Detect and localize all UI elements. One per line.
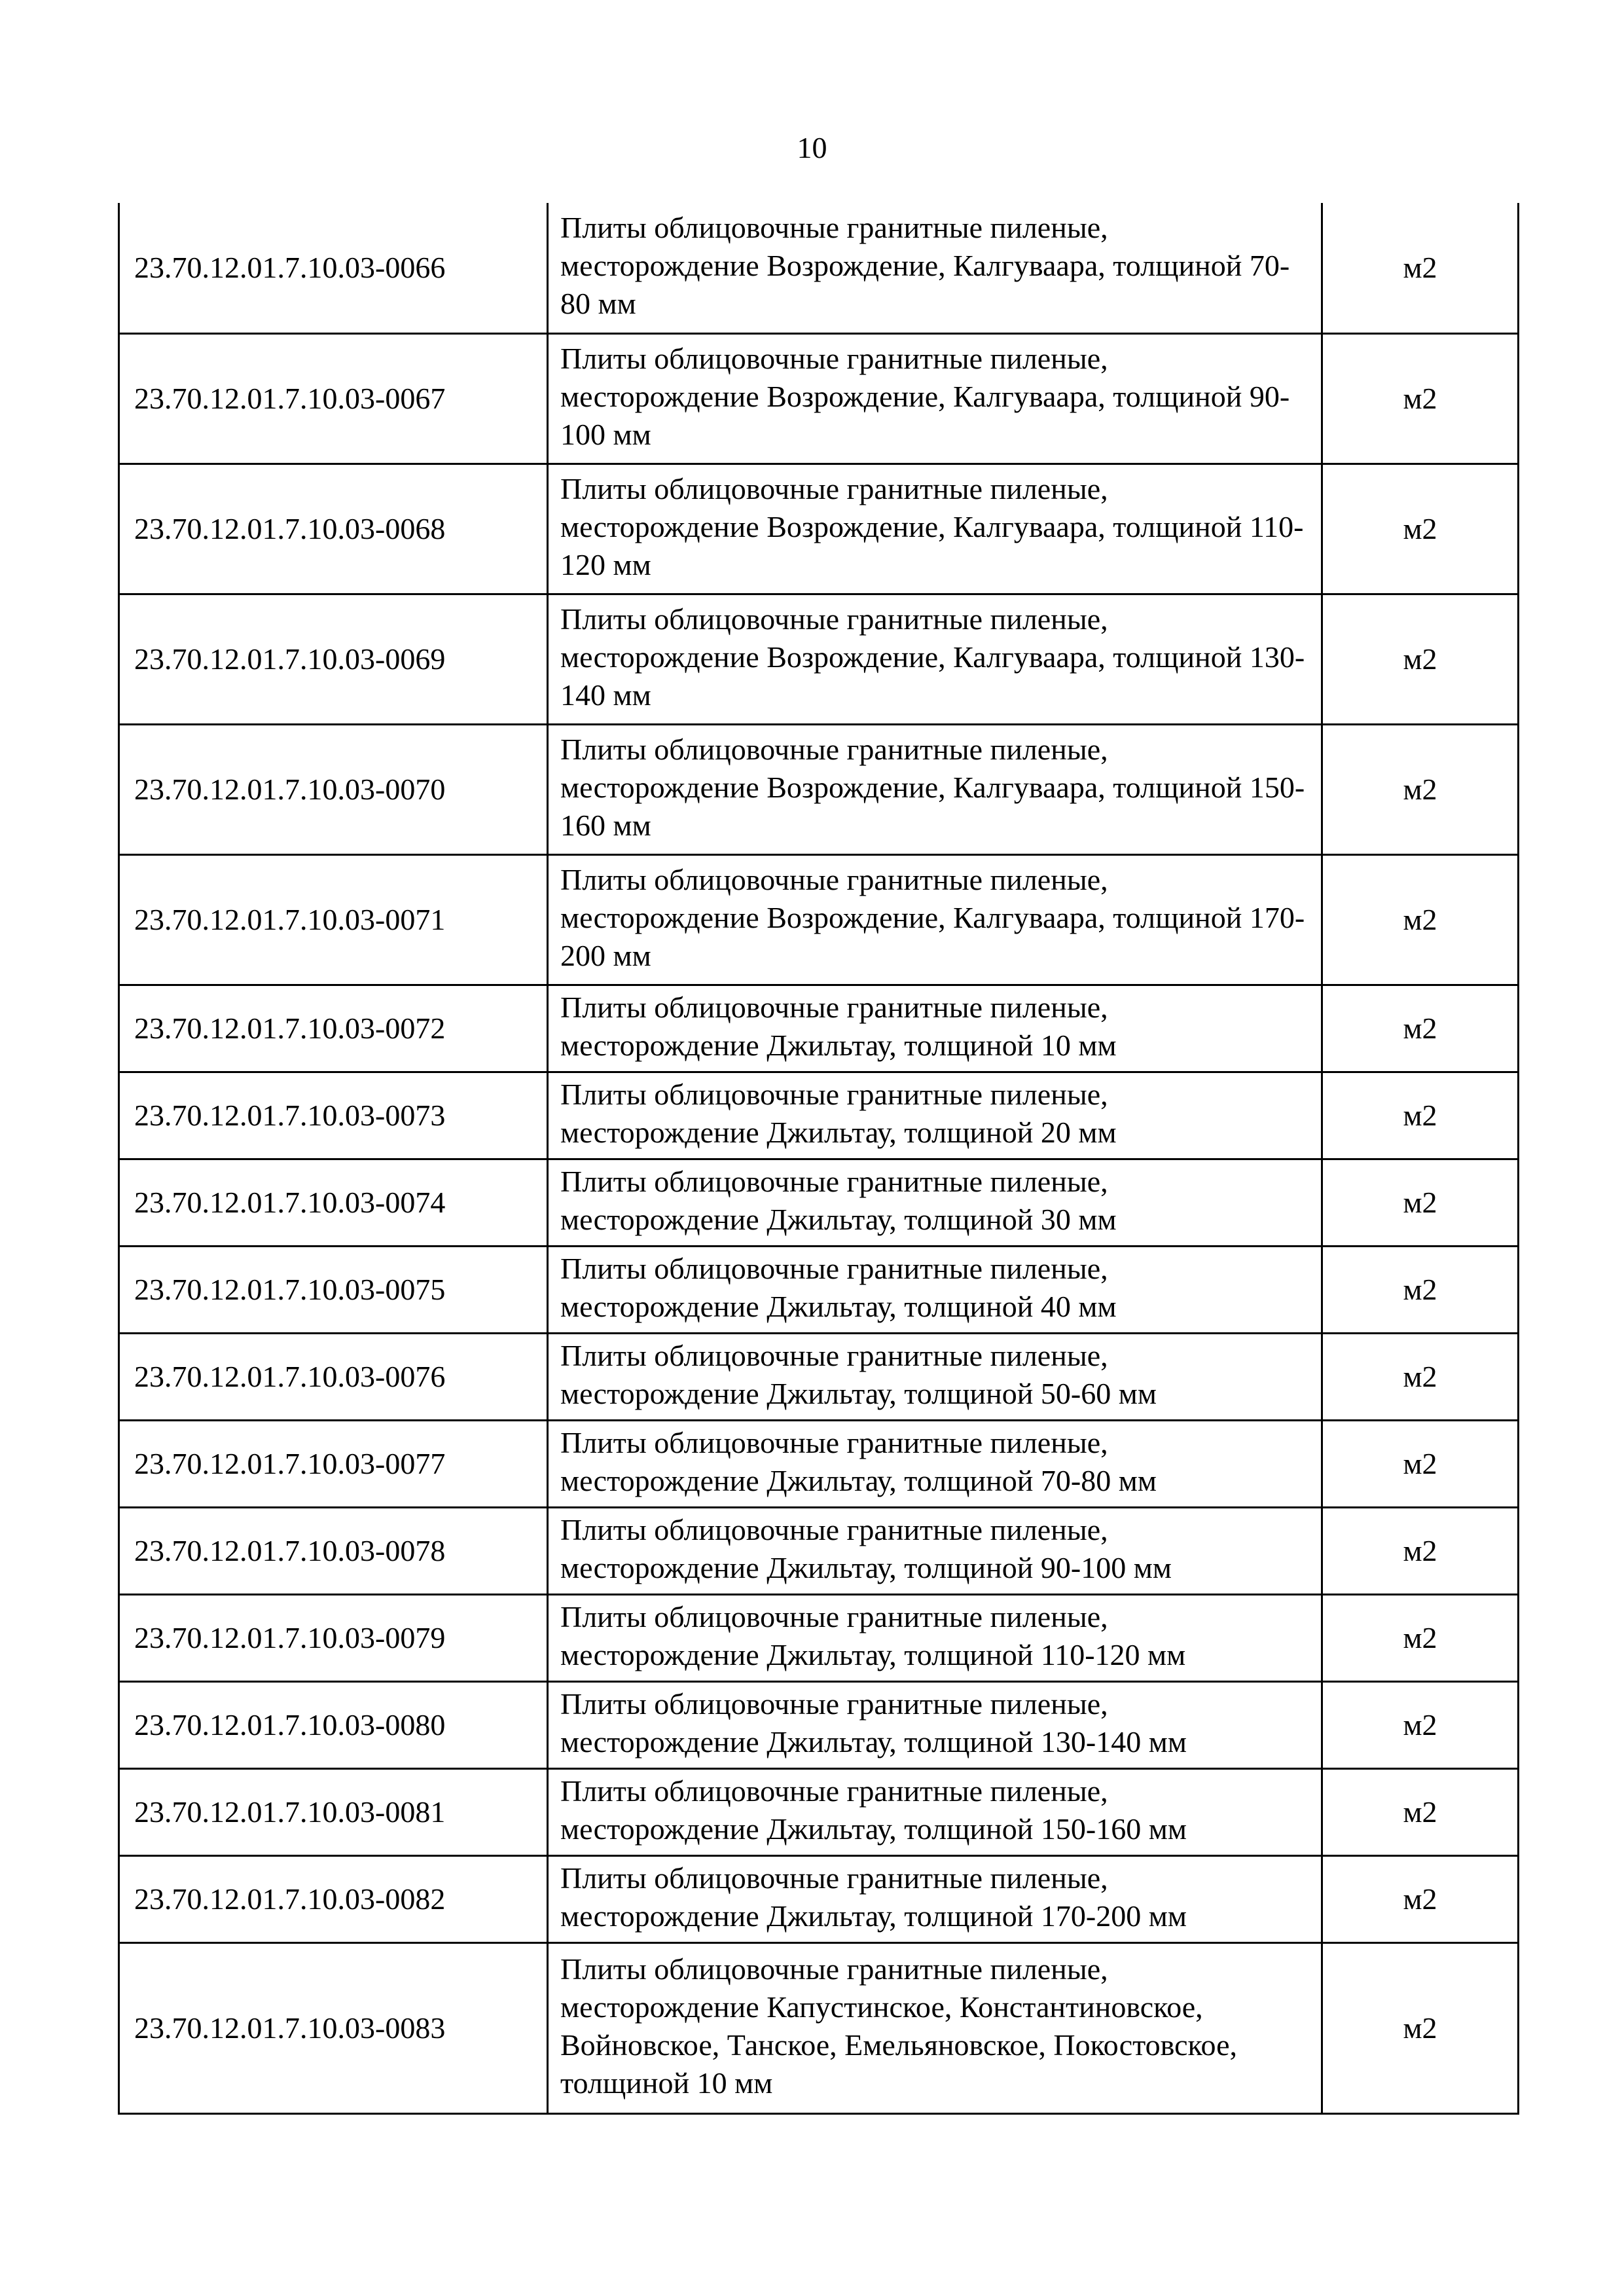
resource-unit: м2	[1322, 1159, 1519, 1246]
resource-code: 23.70.12.01.7.10.03-0079	[119, 1594, 548, 1681]
resource-name: Плиты облицовочные гранитные пиленые, месторождение Возрождение, Калгуваара, толщиной 110-120 мм	[548, 464, 1322, 594]
resource-code: 23.70.12.01.7.10.03-0072	[119, 985, 548, 1072]
table-row	[119, 1855, 1519, 1942]
resource-code: 23.70.12.01.7.10.03-0067	[119, 333, 548, 464]
table-row	[119, 1942, 1519, 2113]
resource-code: 23.70.12.01.7.10.03-0075	[119, 1246, 548, 1333]
resource-unit: м2	[1322, 464, 1519, 594]
resource-unit: м2	[1322, 724, 1519, 854]
resource-name: Плиты облицовочные гранитные пиленые, месторождение Возрождение, Калгуваара, толщиной 130-140 мм	[548, 594, 1322, 724]
table-row	[119, 854, 1519, 985]
table-row	[119, 724, 1519, 854]
resource-code: 23.70.12.01.7.10.03-0082	[119, 1855, 548, 1942]
table-row	[119, 594, 1519, 724]
resource-unit: м2	[1322, 1942, 1519, 2113]
resource-name: Плиты облицовочные гранитные пиленые, месторождение Возрождение, Калгуваара, толщиной 170-200 мм	[548, 854, 1322, 985]
table-row	[119, 333, 1519, 464]
resource-code: 23.70.12.01.7.10.03-0070	[119, 724, 548, 854]
resource-name: Плиты облицовочные гранитные пиленые, месторождение Джильтау, толщиной 50-60 мм	[548, 1333, 1322, 1420]
resource-unit: м2	[1322, 1768, 1519, 1855]
resource-unit: м2	[1322, 1594, 1519, 1681]
resource-unit: м2	[1322, 1420, 1519, 1507]
page-number: 10	[797, 131, 827, 164]
resource-code: 23.70.12.01.7.10.03-0068	[119, 464, 548, 594]
resource-name: Плиты облицовочные гранитные пиленые, месторождение Возрождение, Калгуваара, толщиной 70-80 мм	[548, 203, 1322, 333]
resource-unit: м2	[1322, 203, 1519, 333]
resource-unit: м2	[1322, 333, 1519, 464]
resource-unit: м2	[1322, 1855, 1519, 1942]
resource-code: 23.70.12.01.7.10.03-0076	[119, 1333, 548, 1420]
resource-name: Плиты облицовочные гранитные пиленые, месторождение Джильтау, толщиной 30 мм	[548, 1159, 1322, 1246]
resource-unit: м2	[1322, 1507, 1519, 1594]
resource-name: Плиты облицовочные гранитные пиленые, месторождение Джильтау, толщиной 150-160 мм	[548, 1768, 1322, 1855]
table-row	[119, 1507, 1519, 1594]
resource-code: 23.70.12.01.7.10.03-0071	[119, 854, 548, 985]
table-row	[119, 1072, 1519, 1159]
table-row	[119, 1594, 1519, 1681]
resource-code: 23.70.12.01.7.10.03-0080	[119, 1681, 548, 1768]
resource-unit: м2	[1322, 1681, 1519, 1768]
resource-code: 23.70.12.01.7.10.03-0078	[119, 1507, 548, 1594]
table-row	[119, 1159, 1519, 1246]
table-row	[119, 1768, 1519, 1855]
resource-name: Плиты облицовочные гранитные пиленые, месторождение Капустинское, Константиновское, Войновское, Танское, Емельяновское, Покостовское, толщиной 10 мм	[548, 1942, 1322, 2113]
table-row	[119, 464, 1519, 594]
table-row	[119, 1681, 1519, 1768]
table-row	[119, 1420, 1519, 1507]
table-row	[119, 985, 1519, 1072]
resource-name: Плиты облицовочные гранитные пиленые, месторождение Джильтау, толщиной 10 мм	[548, 985, 1322, 1072]
resource-unit: м2	[1322, 1246, 1519, 1333]
resource-code: 23.70.12.01.7.10.03-0081	[119, 1768, 548, 1855]
resource-unit: м2	[1322, 1072, 1519, 1159]
resource-unit: м2	[1322, 985, 1519, 1072]
resource-name: Плиты облицовочные гранитные пиленые, месторождение Джильтау, толщиной 40 мм	[548, 1246, 1322, 1333]
resource-name: Плиты облицовочные гранитные пиленые, месторождение Джильтау, толщиной 90-100 мм	[548, 1507, 1322, 1594]
table-row	[119, 1333, 1519, 1420]
resource-unit: м2	[1322, 1333, 1519, 1420]
resource-name: Плиты облицовочные гранитные пиленые, месторождение Джильтау, толщиной 170-200 мм	[548, 1855, 1322, 1942]
resource-unit: м2	[1322, 594, 1519, 724]
resource-code: 23.70.12.01.7.10.03-0077	[119, 1420, 548, 1507]
resource-code: 23.70.12.01.7.10.03-0066	[119, 203, 548, 333]
resource-name: Плиты облицовочные гранитные пиленые, месторождение Джильтау, толщиной 20 мм	[548, 1072, 1322, 1159]
resource-name: Плиты облицовочные гранитные пиленые, месторождение Джильтау, толщиной 110-120 мм	[548, 1594, 1322, 1681]
resource-code: 23.70.12.01.7.10.03-0073	[119, 1072, 548, 1159]
table-row	[119, 1246, 1519, 1333]
resource-name: Плиты облицовочные гранитные пиленые, месторождение Джильтау, толщиной 130-140 мм	[548, 1681, 1322, 1768]
table-row	[119, 203, 1519, 333]
resource-code: 23.70.12.01.7.10.03-0083	[119, 1942, 548, 2113]
resource-unit: м2	[1322, 854, 1519, 985]
resource-code: 23.70.12.01.7.10.03-0074	[119, 1159, 548, 1246]
resource-name: Плиты облицовочные гранитные пиленые, месторождение Возрождение, Калгуваара, толщиной 150-160 мм	[548, 724, 1322, 854]
resource-code: 23.70.12.01.7.10.03-0069	[119, 594, 548, 724]
resource-table	[118, 203, 1519, 2115]
resource-name: Плиты облицовочные гранитные пиленые, месторождение Джильтау, толщиной 70-80 мм	[548, 1420, 1322, 1507]
resource-name: Плиты облицовочные гранитные пиленые, месторождение Возрождение, Калгуваара, толщиной 90-100 мм	[548, 333, 1322, 464]
